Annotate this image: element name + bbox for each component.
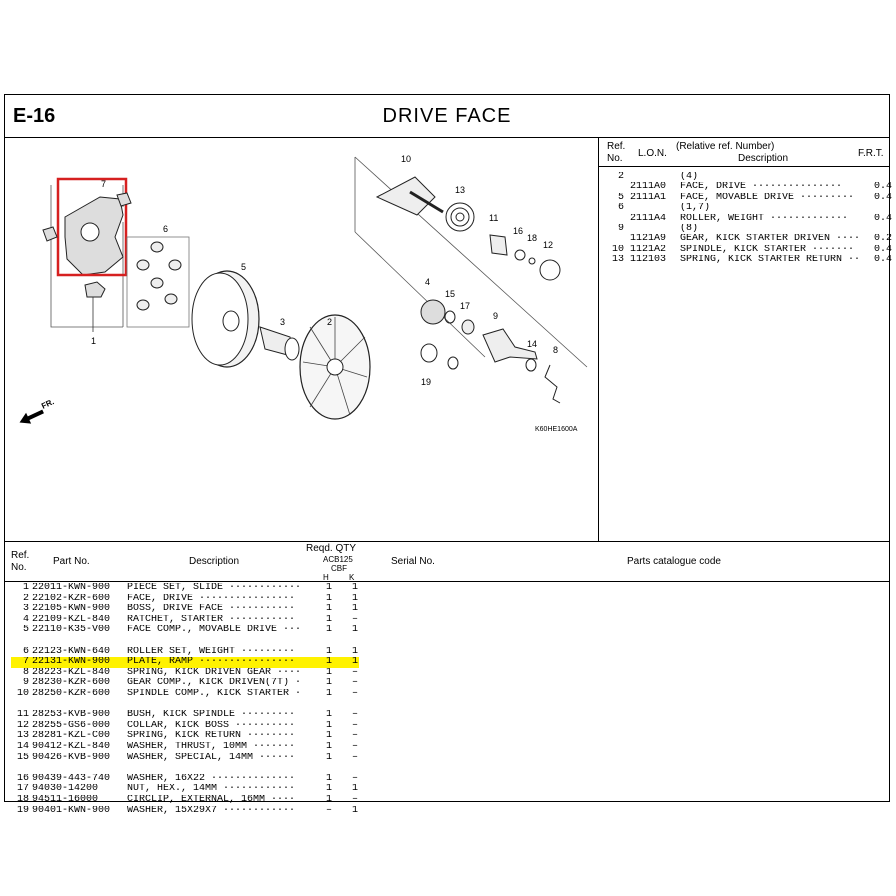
lon-ref: 10 — [611, 244, 624, 255]
page-header — [5, 95, 889, 138]
part-number: 28255-GS6-000 — [32, 720, 111, 731]
part-desc: BOSS, DRIVE FACE ··········· — [127, 604, 296, 615]
lon-row — [598, 224, 890, 235]
lon-header-desc: Description — [738, 153, 789, 164]
lon-ref: 13 — [611, 255, 624, 266]
part-desc: GEAR COMP., KICK DRIVEN(7T) · — [127, 678, 302, 689]
qty-k: – — [351, 720, 358, 731]
section-code: E-16 — [13, 105, 56, 127]
part-desc: PIECE SET, SLIDE ············ — [127, 583, 302, 593]
parts-header-partno: Part No. — [53, 556, 90, 567]
diagram-svg — [5, 137, 598, 541]
callout-4: 4 — [425, 277, 431, 287]
qty-h: 1 — [325, 731, 332, 742]
lon-row — [598, 234, 893, 245]
qty-k: – — [351, 731, 358, 742]
qty-h: 1 — [325, 667, 332, 678]
part-ref: 7 — [22, 657, 29, 668]
lon-header-lon: L.O.N. — [638, 148, 667, 159]
callout-2: 2 — [327, 317, 333, 327]
callout-17: 17 — [460, 301, 471, 311]
lon-ref: 9 — [617, 224, 624, 234]
callout-8: 8 — [553, 345, 559, 355]
part-number: 94511-16000 — [32, 795, 99, 805]
lon-frt: 0.4 — [874, 182, 893, 193]
part-ref: 16 — [16, 773, 29, 784]
part-desc: PLATE, RAMP ················ — [127, 657, 296, 668]
front-arrow-icon — [17, 406, 46, 428]
figure-code: K60HE1600A — [535, 426, 578, 433]
parts-row — [5, 583, 889, 594]
parts-row — [5, 689, 889, 700]
part-number: 28223-KZL-840 — [32, 667, 111, 678]
lon-desc: (8) — [680, 224, 699, 234]
part-number: 28253-KVB-900 — [32, 710, 111, 721]
part-ref: 12 — [16, 720, 29, 731]
lon-code: 1121A9 — [630, 234, 667, 245]
lon-desc: (1,7) — [680, 203, 711, 214]
qty-k: – — [351, 710, 358, 721]
front-label: FR. — [40, 397, 56, 411]
qty-k: 1 — [351, 805, 358, 816]
callout-3: 3 — [280, 317, 286, 327]
part-ref: 3 — [22, 604, 29, 615]
parts-table — [5, 542, 889, 816]
part-number: 22109-KZL-840 — [32, 614, 111, 625]
callout-14: 14 — [527, 339, 538, 349]
qty-h: 1 — [325, 604, 332, 615]
part-ref: 17 — [16, 784, 29, 795]
callout-15: 15 — [445, 289, 456, 299]
part-ref: 1 — [22, 583, 29, 593]
part-number: 28281-KZL-C00 — [32, 731, 111, 742]
lon-desc: FACE, MOVABLE DRIVE ········· — [680, 192, 855, 203]
qty-k: 1 — [351, 784, 358, 795]
qty-h: 1 — [325, 614, 332, 625]
part-number: 22011-KWN-900 — [32, 583, 111, 593]
lon-frt: 0.4 — [874, 213, 893, 224]
callout-12: 12 — [543, 240, 554, 250]
qty-h: 1 — [325, 593, 332, 604]
parts-row — [5, 795, 889, 806]
qty-h: 1 — [325, 625, 332, 636]
parts-header-reqd-qty: Reqd. QTY — [306, 543, 357, 554]
parts-row — [5, 594, 889, 605]
qty-k: 1 — [351, 604, 358, 615]
lon-row — [598, 213, 893, 225]
part-number: 22102-KZR-600 — [32, 593, 111, 604]
callout-6: 6 — [163, 224, 169, 234]
parts-header-ref: Ref. — [11, 550, 30, 561]
parts-row — [5, 731, 889, 742]
lon-header-relative: (Relative ref. Number) — [676, 141, 775, 152]
lon-frt: 0.4 — [874, 255, 893, 266]
parts-header-desc: Description — [189, 556, 240, 567]
qty-h: 1 — [325, 795, 332, 805]
lon-desc: GEAR, KICK STARTER DRIVEN ···· — [680, 234, 860, 245]
part-ref: 15 — [16, 752, 29, 763]
part-desc: COLLAR, KICK BOSS ·········· — [127, 720, 296, 731]
parts-row — [5, 742, 889, 753]
lon-frt: 0.4 — [874, 244, 893, 255]
parts-row — [5, 615, 889, 626]
lon-frt: 0.4 — [874, 192, 893, 203]
lon-ref: 2 — [617, 172, 624, 182]
lon-code: 2111A1 — [630, 192, 667, 203]
qty-h: 1 — [325, 710, 332, 721]
part-desc: FACE COMP., MOVABLE DRIVE ··· — [127, 625, 302, 636]
parts-row — [5, 678, 889, 689]
catalogue-page — [4, 94, 893, 816]
parts-header-k: K — [349, 573, 355, 582]
lon-code: 2111A0 — [630, 182, 667, 193]
lon-table — [598, 137, 893, 447]
qty-h: 1 — [325, 720, 332, 731]
parts-row — [5, 806, 889, 817]
lon-desc: (4) — [680, 172, 699, 182]
callout-11: 11 — [489, 213, 499, 223]
lon-row — [598, 255, 893, 266]
lon-header-ref: Ref. — [607, 141, 626, 152]
part-ref: 2 — [22, 593, 29, 604]
part-desc: WASHER, THRUST, 10MM ······· — [127, 742, 296, 752]
part-ref: 18 — [16, 795, 29, 805]
qty-k: 1 — [351, 625, 358, 636]
part-number: 28250-KZR-600 — [32, 689, 111, 699]
parts-row — [5, 625, 889, 636]
part-desc: WASHER, 16X22 ·············· — [127, 773, 296, 784]
callout-10: 10 — [401, 154, 412, 164]
part-ref: 13 — [16, 731, 29, 742]
lon-ref: 6 — [617, 203, 624, 214]
part-number: 90401-KWN-900 — [32, 805, 111, 816]
part-ref: 6 — [22, 646, 29, 657]
qty-k: 1 — [351, 583, 358, 593]
part-ref: 10 — [16, 689, 29, 699]
page-title: DRIVE FACE — [382, 105, 512, 127]
callout-1: 1 — [91, 336, 97, 346]
callout-18: 18 — [527, 233, 538, 243]
parts-header-model: ACB125 — [323, 555, 353, 564]
parts-header-h: H — [323, 573, 329, 582]
qty-h: 1 — [325, 689, 332, 699]
qty-h: 1 — [325, 646, 332, 657]
part-desc: RATCHET, STARTER ··········· — [127, 614, 296, 625]
lon-frt: 0.2 — [874, 234, 893, 245]
lon-row — [598, 244, 893, 256]
parts-row — [5, 710, 889, 721]
callout-19: 19 — [421, 377, 432, 387]
part-ref: 9 — [22, 678, 29, 689]
lon-row — [598, 172, 890, 183]
qty-h: 1 — [325, 583, 332, 593]
part-desc: WASHER, SPECIAL, 14MM ······ — [127, 752, 296, 763]
callout-16: 16 — [513, 226, 524, 236]
part-number: 28230-KZR-600 — [32, 678, 111, 689]
lon-ref: 5 — [617, 192, 624, 203]
lon-code: 112103 — [630, 255, 667, 266]
qty-h: 1 — [325, 784, 332, 795]
parts-row — [5, 604, 889, 615]
part-desc: CIRCLIP, EXTERNAL, 16MM ···· — [127, 795, 296, 805]
part-desc: NUT, HEX., 14MM ············ — [127, 784, 296, 795]
part-ref: 19 — [16, 805, 29, 816]
lon-desc: SPINDLE, KICK STARTER ······· — [680, 244, 855, 255]
parts-row — [5, 753, 889, 764]
lon-header-no: No. — [607, 153, 623, 164]
parts-row — [5, 668, 889, 679]
callout-5: 5 — [241, 262, 247, 272]
part-number: 22110-K35-V00 — [32, 625, 111, 636]
parts-header-model-sub: CBF — [331, 564, 347, 573]
exploded-diagram — [5, 137, 599, 541]
part-desc: BUSH, KICK SPINDLE ········· — [127, 710, 296, 721]
qty-h: 1 — [325, 752, 332, 763]
qty-k: – — [351, 752, 358, 763]
part-desc: ROLLER SET, WEIGHT ········· — [127, 646, 296, 657]
qty-k: – — [351, 742, 358, 752]
part-desc: SPRING, KICK RETURN ········ — [127, 731, 296, 742]
lon-desc: FACE, DRIVE ··············· — [680, 182, 843, 193]
callout-13: 13 — [455, 185, 466, 195]
lon-row — [598, 203, 890, 214]
part-ref: 14 — [16, 742, 29, 752]
part-ref: 8 — [22, 667, 29, 678]
qty-k: – — [351, 773, 358, 784]
part-desc: SPRING, KICK DRIVEN GEAR ···· — [127, 667, 302, 678]
lon-desc: ROLLER, WEIGHT ············· — [680, 213, 849, 224]
part-number: 22105-KWN-900 — [32, 604, 111, 615]
part-desc: WASHER, 15X29X7 ············ — [127, 805, 296, 816]
part-number: 90426-KVB-900 — [32, 752, 111, 763]
lon-row — [598, 192, 893, 204]
parts-header-serial: Serial No. — [391, 556, 435, 567]
qty-h: 1 — [325, 742, 332, 752]
lon-desc: SPRING, KICK STARTER RETURN ·· — [680, 255, 860, 266]
callout-9: 9 — [493, 311, 499, 321]
part-ref: 11 — [16, 710, 29, 721]
part-number: 90439-443-740 — [32, 773, 111, 784]
lon-code: 2111A4 — [630, 213, 667, 224]
qty-h: 1 — [325, 678, 332, 689]
parts-row — [5, 774, 889, 785]
qty-k: 1 — [351, 646, 358, 657]
part-number: 22131-KWN-900 — [32, 657, 111, 668]
qty-h: – — [325, 805, 332, 816]
part-desc: FACE, DRIVE ················ — [127, 593, 296, 604]
part-ref: 5 — [22, 625, 29, 636]
part-desc: SPINDLE COMP., KICK STARTER · — [127, 689, 302, 699]
parts-header-no: No. — [11, 562, 27, 573]
qty-k: – — [351, 795, 358, 805]
part-number: 94030-14200 — [32, 784, 99, 795]
lon-code: 1121A2 — [630, 244, 667, 255]
qty-h: 1 — [325, 773, 332, 784]
qty-k: 1 — [351, 657, 358, 668]
parts-row — [5, 784, 889, 795]
lon-row — [598, 182, 893, 193]
part-ref: 4 — [22, 614, 29, 625]
qty-k: – — [351, 689, 358, 699]
parts-row — [5, 721, 889, 732]
qty-h: 1 — [325, 657, 332, 668]
part-number: 90412-KZL-840 — [32, 742, 111, 752]
qty-k: 1 — [351, 593, 358, 604]
qty-k: – — [351, 614, 358, 625]
qty-k: – — [351, 667, 358, 678]
parts-row — [5, 657, 889, 668]
lon-header-frt: F.R.T. — [858, 148, 884, 159]
parts-header-catalogue: Parts catalogue code — [627, 556, 721, 567]
part-number: 22123-KWN-640 — [32, 646, 111, 657]
qty-k: – — [351, 678, 358, 689]
callout-7: 7 — [101, 179, 107, 189]
